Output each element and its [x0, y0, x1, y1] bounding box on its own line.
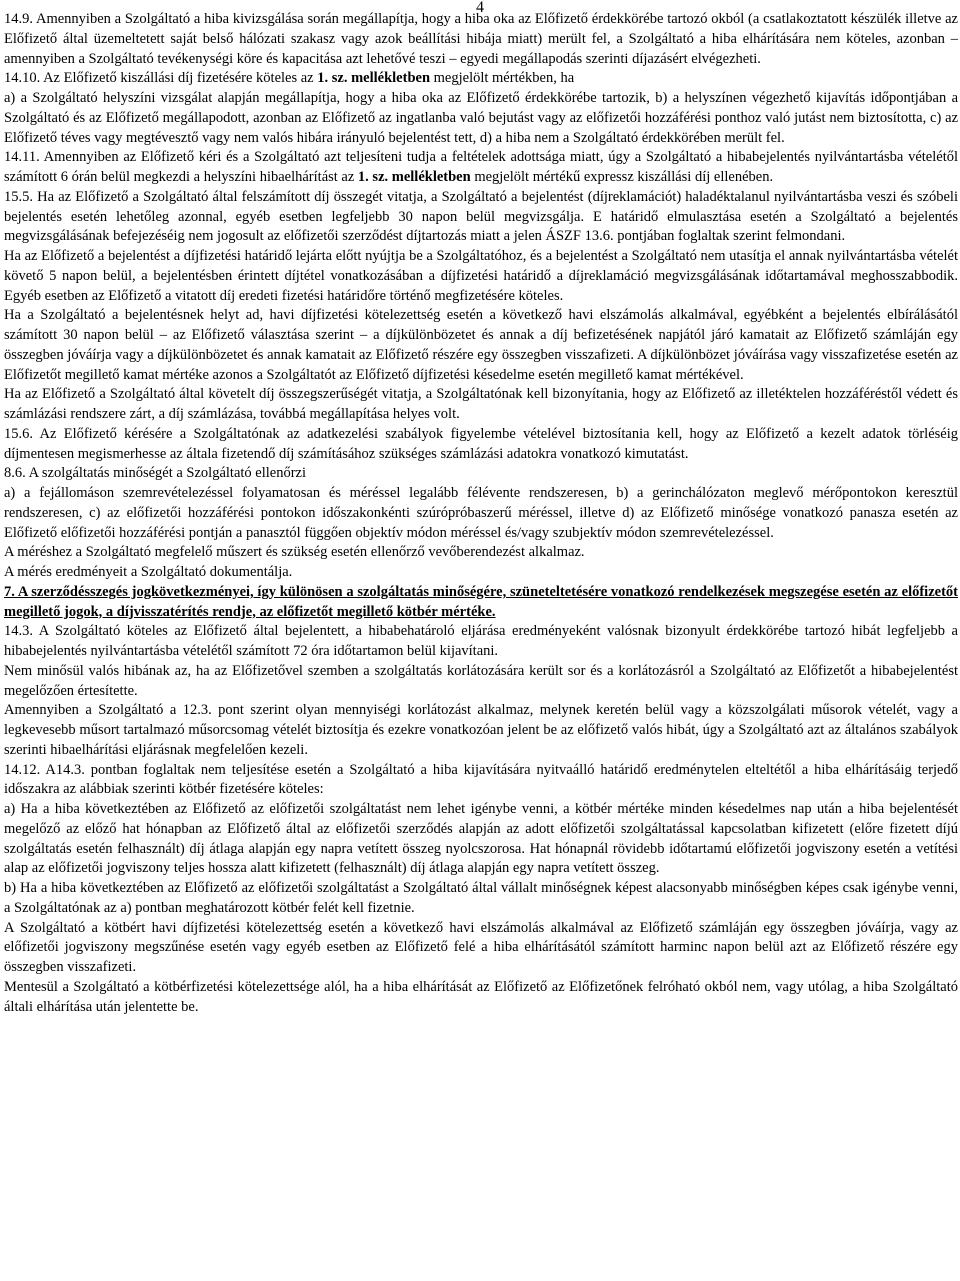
paragraph-text: megjelölt mértékű expressz kiszállási díj ellenében. [470, 169, 774, 185]
paragraph-14-12-a: a) Ha a hiba következtében az Előfizető az előfizetői szolgáltatást nem lehet igénybe venni, a kötbér mértéke minden késedelmes nap után a hiba bejelentését megelőző az előző hat hónapban az Előfizető által az előfizetői szerződés alapján az adott előfizetői szolgáltatással kapcsolatban kifizetett (előre fizetett díjú szolgáltatás esetén felhasznált) díj átlaga alapján egy napra vetített összeg nyolcszorosa. Hat hónapnál rövidebb időtartamú előfizetői jogviszony esetén a vetítési alap az előfizetői jogviszony teljes hossza alatt kifizetett (felhasznált) díj átlaga alapján egy napra vetített összeg. [4, 801, 958, 877]
paragraph-15-5-refund: Ha a Szolgáltató a bejelentésnek helyt ad, havi díjfizetési kötelezettség esetén a következő havi elszámolás alkalmával, egyébként a bejelentés elbírálásától számított 30 napon belül – az Előfizető választása szerint – a díjkülönbözetet és annak a díj befizetésének napjától járó kamatait az Előfizető számláján egy összegben jóváírja vagy a díjkülönbözetet és annak kamatait az Előfizető részére egy összegben visszafizeti. A díjkülönbözet jóváírása vagy visszafizetése esetén az Előfizetőt megillető kamat mértéke azonos a Szolgáltatót az Előfizető díjfizetési késedelme esetén megillető kamat mértékével. [4, 307, 958, 383]
paragraph-exemption: Mentesül a Szolgáltató a kötbérfizetési kötelezettsége alól, ha a hiba elhárítását az Előfizető az Előfizetőnek felróható okból nem, vagy utólag, a hiba Szolgáltató általi elhárítása után jelentette be. [4, 978, 958, 1015]
paragraph-documentation: A mérés eredményeit a Szolgáltató dokumentálja. [4, 564, 293, 580]
paragraph-15-5-deadline: Ha az Előfizető a bejelentést a díjfizetési határidő lejárta előtt nyújtja be a Szolgáltatóhoz, és a bejelentést a Szolgáltató nem utasítja el annak nyilvántartásba vételét követő 5 napon belül, a bejelentésben érintett díjtétel vonatkozásában a díjfizetési határidő a díjreklamáció megvizsgálásának időtartamával meghosszabbodik. Egyéb esetben az Előfizető a vitatott díj eredeti fizetési határidőre történő megfizetésére köteles. [4, 248, 958, 304]
paragraph-14-10 [4, 69, 958, 89]
section-heading-7: 7. A szerződésszegés jogkövetkezményei, így különösen a szolgáltatás minőségére, szüneteltetésére vonatkozó rendelkezések megszegése esetén az előfizetőt megillető jogok, a díjvisszatérítés rendje, az előfizetőt megillető kötbér mértéke. [4, 583, 958, 620]
paragraph-15-5-proof: Ha az Előfizető a Szolgáltató által követelt díj összegszerűségét vitatja, a Szolgáltatónak kell bizonyítania, hogy az Előfizető az illetéktelen hozzáféréstől védett és számlázási rendszere zárt, a díj számlázása, továbbá megállapítása helyes volt. [4, 386, 958, 422]
paragraph-15-5: 15.5. Ha az Előfizető a Szolgáltató által felszámított díj összegét vitatja, a Szolgáltató a bejelentést (díjreklamációt) haladéktalanul nyilvántartásba veszi és szóbeli bejelentés esetén lehetőleg azonnal, egyéb esetben legfeljebb 30 napon belül megvizsgálja. E határidő elmulasztása esetén a Szolgáltató a bejelentés megvizsgálásának befejezéséig nem jogosult az előfizetői szerződést díjtartozás miatt a jelen ÁSZF 13.6. pontjában foglaltak szerint felmondani. [4, 188, 958, 245]
paragraph-text: 14.11. Amennyiben az Előfizető kéri és a Szolgáltató azt teljesíteni tudja a feltételek adottsága miatt, úgy a Szolgáltató a hibabejelentés nyilvántartásba vételétől számított 6 órán belül megkezdi a helyszíni hibaelhárítást az [4, 149, 958, 185]
annex-reference: 1. sz. mellékletben [317, 70, 431, 87]
paragraph-14-3: 14.3. A Szolgáltató köteles az Előfizető által bejelentett, a hibabehatároló eljárása eredményeként valósnak bizonyult érdekkörébe tartozó hibát legfeljebb a hibabejelentés nyilvántartásba vételétől számított 72 óra időtartamon belül kijavítani. [4, 623, 958, 659]
paragraph-8-6-items: a) a fejállomáson szemrevételezéssel folyamatosan és méréssel legalább félévente rendszeresen, b) a gerinchálózaton meglevő mérőpontokon keresztül rendszeresen, c) az előfizetői hozzáférési pontokon időszakonkénti szúrópróbaszerű méréssel, illetve d) az Előfizető minősége vonatkozó panasza esetén az Előfizető előfizetői hozzáférési pontján a panasztól függően objektív módon méréssel és/vagy szubjektív módon szemrevételezéssel. [4, 485, 958, 541]
document-body [4, 10, 958, 1017]
paragraph-14-12-b: b) Ha a hiba következtében az Előfizető az előfizetői szolgáltatást a Szolgáltató által vállalt minőségnek képest alacsonyabb minőségben képes csak igénybe venni, a Szolgáltatónak az a) pontban meghatározott kötbér felét kell fizetnie. [4, 880, 958, 916]
paragraph-8-6: 8.6. A szolgáltatás minőségét a Szolgáltató ellenőrzi [4, 465, 307, 482]
paragraph-14-12: 14.12. A14.3. pontban foglaltak nem teljesítése esetén a Szolgáltató a hiba kijavítására nyitvaálló határidő eredménytelen elteltétől a hiba elhárításáig terjedő időszakra az alábbiak szerinti kötbér fizetésére köteles: [4, 761, 958, 798]
paragraph-measurement: A méréshez a Szolgáltató megfelelő műszert és szükség esetén ellenőrző vevőberendezést alkalmaz. [4, 544, 585, 561]
paragraph-15-6: 15.6. Az Előfizető kérésére a Szolgáltatónak az adatkezelési szabályok figyelembe vételével biztosítania kell, hogy az Előfizető a kezelt adatok törléséig díjmentesen megismerhesse az általa fizetendő díj számításához szükséges számlázási adatokra vonatkozó kimutatást. [4, 425, 958, 462]
paragraph-text: megjelölt mértékben, ha [430, 70, 575, 87]
page-number: 4 [476, 0, 484, 16]
paragraph-14-3-not-valid: Nem minősül valós hibának az, ha az Előfizetővel szemben a szolgáltatás korlátozására került sor és a korlátozásról a Szolgáltató az Előfizetőt a hibabejelentést megelőzően értesítette. [4, 662, 958, 699]
paragraph-14-3-limitation: Amennyiben a Szolgáltató a 12.3. pont szerint olyan mennyiségi korlátozást alkalmaz, melynek keretén belül vagy a közszolgálati műsorok vételét, vagy a legkevesebb műsort tartalmazó műsorcsomag vételét biztosítja és ezekre vonatkozóan jelent be az előfizető valós hibát, úgy a Szolgáltató azt az általános szabályok szerinti hibaelhárítási eljárásnak megfelelően kezeli. [4, 702, 958, 758]
paragraph-14-11 [4, 148, 958, 188]
annex-reference: 1. sz. mellékletben [357, 169, 471, 185]
paragraph-penalty-payment: A Szolgáltató a kötbért havi díjfizetési kötelezettség esetén a következő havi elszámolás alkalmával az Előfizető számláján egy összegben jóváírja, vagy az előfizetői jogviszony megszűnése esetén vagy egyéb esetben az Előfizető felé a hiba elhárításától számított harminc napon belül azt az Előfizető részére egy összegben visszafizeti. [4, 919, 958, 975]
paragraph-text: 14.10. Az Előfizető kiszállási díj fizetésére köteles az [4, 70, 318, 87]
paragraph-14-9: 14.9. Amennyiben a Szolgáltató a hiba kivizsgálása során megállapítja, hogy a hiba oka az Előfizető érdekkörébe tartozó okból (a csatlakoztatott készülék illetve az Előfizető által üzemeltetett saját belső hálózati szakasz vagy azok beállítási hibája miatt) merült fel, a Szolgáltató a hiba elhárítására nem köteles, azonban – amennyiben a Szolgáltató tevékenységi köre és kapacitása azt lehetővé teszi – egyedi megállapodás szerinti díjazásért elvégezheti. [4, 11, 958, 67]
paragraph-14-10-items: a) a Szolgáltató helyszíni vizsgálat alapján megállapítja, hogy a hiba oka az Előfizető érdekkörébe tartozik, b) a helyszínen végezhető kijavítás időpontjában a Szolgáltató és az Előfizető megállapodott, azonban az Előfizető az ingatlanba való bejutást vagy az előfizetői hozzáférési ponthoz való jutást nem biztosította, c) az Előfizető téves vagy megtévesztő vagy nem valós hibára irányuló bejelentést tett, d) a hiba nem a Szolgáltató érdekkörében merült fel. [4, 90, 958, 146]
